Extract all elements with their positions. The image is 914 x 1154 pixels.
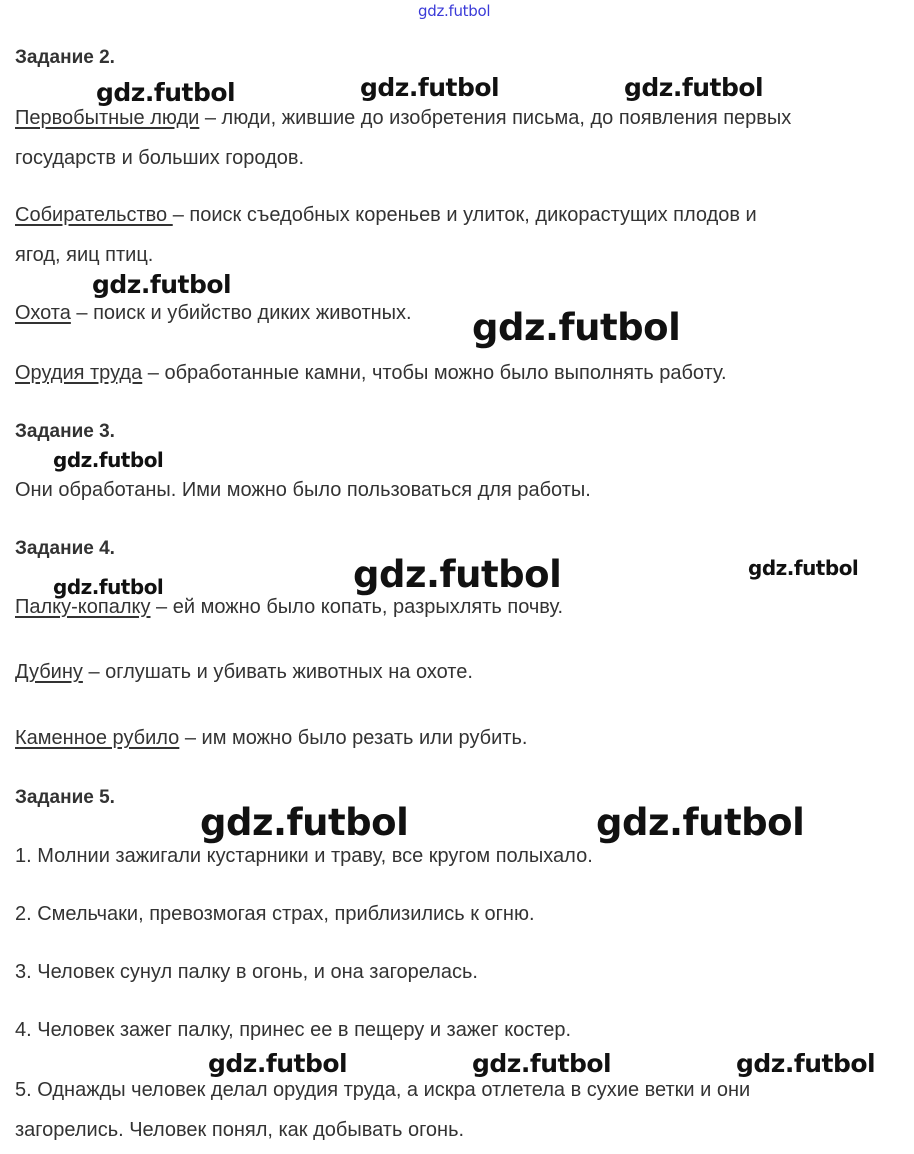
definition: – им можно было резать или рубить. <box>179 727 528 749</box>
definition: – поиск и убийство диких животных. <box>70 302 412 324</box>
task5-heading: Задание 5. <box>15 787 115 808</box>
task3-text: Они обработаны. Ими можно было пользоваться для работы. <box>15 479 591 501</box>
watermark: gdz.futbol <box>92 270 232 299</box>
watermark: gdz.futbol <box>472 306 681 349</box>
task2-item-2-cont: ягод, яиц птиц. <box>15 244 154 266</box>
term-club: Дубину <box>15 661 83 683</box>
task2-item-4 <box>15 361 727 385</box>
definition: – люди, жившие до изобретения письма, до появления первых <box>199 107 792 129</box>
definition: – ей можно было копать, разрыхлять почву. <box>150 596 564 618</box>
task2-item-2 <box>15 203 757 227</box>
watermark: gdz.futbol <box>353 553 562 596</box>
watermark: gdz.futbol <box>360 73 500 102</box>
task2-item-1 <box>15 106 791 130</box>
task4-item-3 <box>15 726 527 750</box>
task4-item-2 <box>15 660 473 684</box>
term-primitive-people: Первобытные люди <box>15 107 200 129</box>
task5-item-4: 4. Человек зажег палку, принес ее в пещеру и зажег костер. <box>15 1019 572 1041</box>
top-watermark: gdz.futbol <box>418 2 491 20</box>
watermark: gdz.futbol <box>624 73 764 102</box>
watermark: gdz.futbol <box>472 1049 612 1078</box>
task5-item-5: 5. Однажды человек делал орудия труда, а искра отлетела в сухие ветки и они <box>15 1079 751 1101</box>
definition: – поиск съедобных кореньев и улиток, дикорастущих плодов и <box>172 204 757 226</box>
task5-item-2: 2. Смельчаки, превозмогая страх, приблизились к огню. <box>15 903 535 925</box>
watermark: gdz.futbol <box>208 1049 348 1078</box>
task5-item-5-cont: загорелись. Человек понял, как добывать огонь. <box>15 1119 465 1141</box>
task5-item-1: 1. Молнии зажигали кустарники и траву, все кругом полыхало. <box>15 845 593 867</box>
definition: – обработанные камни, чтобы можно было выполнять работу. <box>142 362 727 384</box>
task2-heading: Задание 2. <box>15 47 115 68</box>
watermark: gdz.futbol <box>53 448 164 472</box>
task4-heading: Задание 4. <box>15 538 115 559</box>
task2-item-1-cont: государств и больших городов. <box>15 147 305 169</box>
watermark: gdz.futbol <box>736 1049 876 1078</box>
watermark: gdz.futbol <box>596 801 805 844</box>
watermark: gdz.futbol <box>96 78 236 107</box>
task5-item-3: 3. Человек сунул палку в огонь, и она загорелась. <box>15 961 478 983</box>
definition: – оглушать и убивать животных на охоте. <box>82 661 473 683</box>
watermark: gdz.futbol <box>200 801 409 844</box>
watermark: gdz.futbol <box>748 556 859 580</box>
term-gathering: Собирательство <box>15 204 173 226</box>
task2-item-3 <box>15 301 412 325</box>
term-tools: Орудия труда <box>15 362 143 384</box>
watermark: gdz.futbol <box>53 575 164 599</box>
term-hunting: Охота <box>15 302 71 324</box>
term-stone-chopper: Каменное рубило <box>15 727 180 749</box>
task3-heading: Задание 3. <box>15 421 115 442</box>
term-digging-stick: Палку-копалку <box>15 596 151 618</box>
